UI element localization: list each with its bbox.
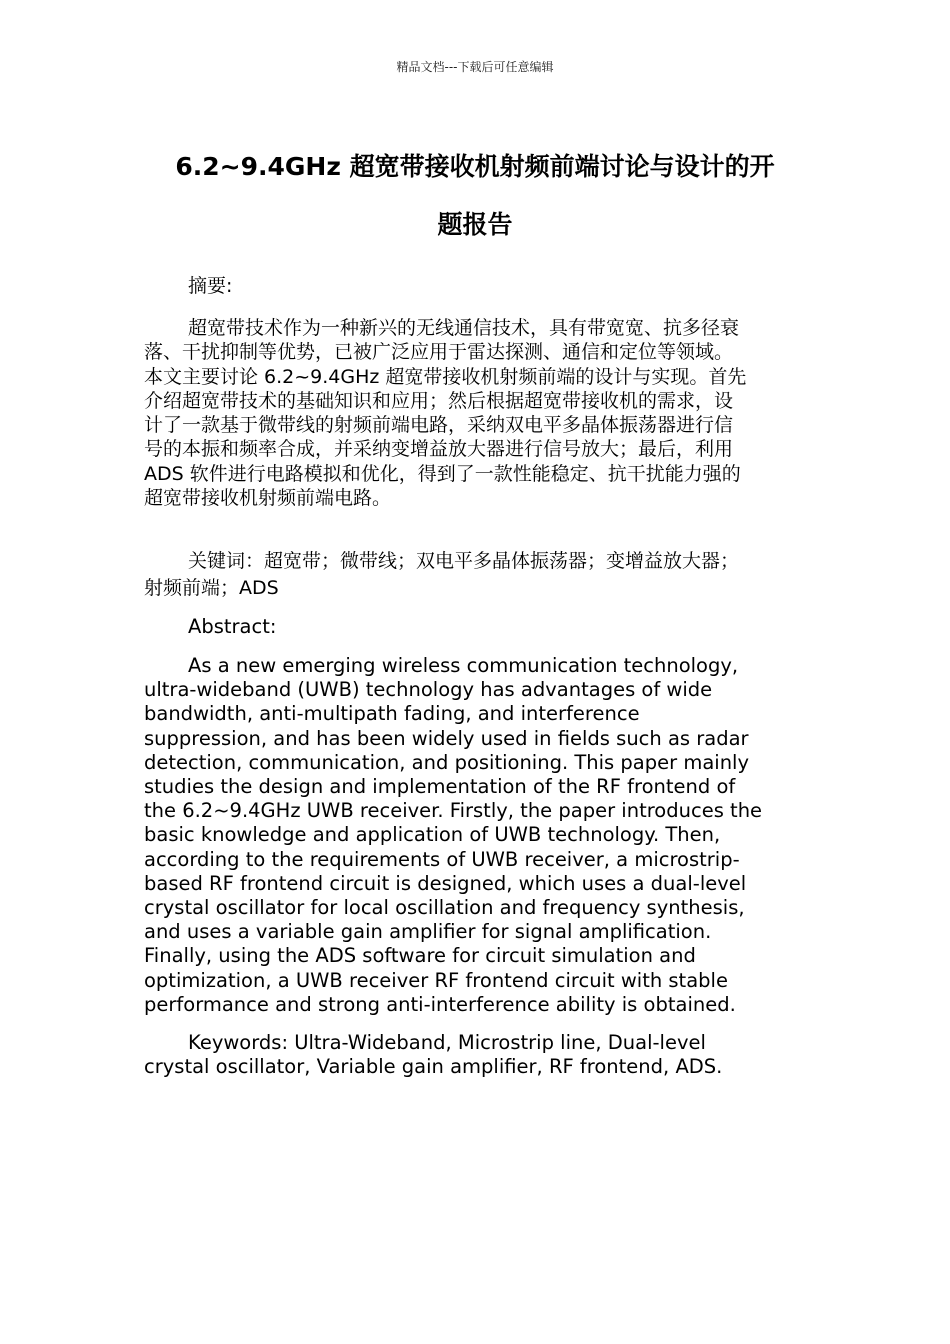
abstract-en-line: ultra-wideband (UWB) technology has advantages of wide (144, 678, 713, 702)
abstract-en-line: As a new emerging wireless communication technology, (188, 654, 739, 677)
abstract-en-line: basic knowledge and application of UWB technology. Then, (144, 823, 721, 847)
document-title (100, 138, 850, 254)
abstract-en-line: performance and strong anti-interference ability is obtained. (144, 992, 736, 1016)
keywords-cn (144, 548, 824, 602)
abstract-en-label: Abstract: (188, 615, 277, 638)
abstract-cn-line: 本文主要讨论 6.2~9.4GHz 超宽带接收机射频前端的设计与实现。首先 (144, 365, 747, 388)
abstract-cn-line: ADS 软件进行电路模拟和优化，得到了一款性能稳定、抗干扰能力强的 (144, 462, 741, 485)
title-line: 题报告 (437, 210, 513, 239)
abstract-en-line: optimization, a UWB receiver RF frontend circuit with stable (144, 968, 728, 992)
page-header: 精品文档---下载后可任意编辑 (396, 60, 554, 74)
abstract-cn-line: 介绍超宽带技术的基础知识和应用；然后根据超宽带接收机的需求，设 (144, 389, 734, 412)
keywords-en-line: Keywords: Ultra-Wideband, Microstrip line, Dual-level (188, 1031, 706, 1054)
abstract-en-line: suppression, and has been widely used in fields such as radar (144, 726, 749, 750)
abstract-en-line: detection, communication, and positioning. This paper mainly (144, 750, 750, 774)
abstract-cn-line: 计了一款基于微带线的射频前端电路，采纳双电平多晶体振荡器进行信 (144, 414, 734, 437)
abstract-en-line: Finally, using the ADS software for circuit simulation and (144, 944, 696, 968)
title-line: 6.2~9.4GHz 超宽带接收机射频前端讨论与设计的开 (175, 152, 775, 181)
abstract-cn-line: 超宽带接收机射频前端电路。 (144, 487, 392, 510)
abstract-cn (144, 316, 824, 510)
abstract-en-line: the 6.2~9.4GHz UWB receiver. Firstly, the paper introduces the (144, 799, 763, 823)
abstract-en-line: bandwidth, anti-multipath fading, and interference (144, 702, 640, 726)
keywords-en-line: crystal oscillator, Variable gain amplifier, RF frontend, ADS. (144, 1055, 723, 1079)
keywords-en (144, 1031, 824, 1079)
abstract-cn-label: 摘要: (188, 275, 233, 297)
abstract-en-line: studies the design and implementation of the RF frontend of (144, 775, 736, 799)
abstract-en-line: based RF frontend circuit is designed, which uses a dual-level (144, 871, 747, 895)
keywords-cn-line: 射频前端；ADS (144, 577, 279, 599)
abstract-en-line: according to the requirements of UWB receiver, a microstrip- (144, 847, 740, 871)
abstract-en-line: crystal oscillator for local oscillation and frequency synthesis, (144, 896, 745, 920)
abstract-en-line: and uses a variable gain amplifier for signal amplification. (144, 920, 712, 944)
abstract-cn-line: 落、干扰抑制等优势，已被广泛应用于雷达探测、通信和定位等领域。 (144, 341, 734, 364)
abstract-en (144, 654, 824, 1017)
abstract-cn-line: 超宽带技术作为一种新兴的无线通信技术，具有带宽宽、抗多径衰 (188, 317, 740, 339)
abstract-cn-line: 号的本振和频率合成，并采纳变增益放大器进行信号放大；最后，利用 (144, 438, 734, 461)
keywords-cn-line: 关键词：超宽带；微带线；双电平多晶体振荡器；变增益放大器； (188, 550, 740, 572)
